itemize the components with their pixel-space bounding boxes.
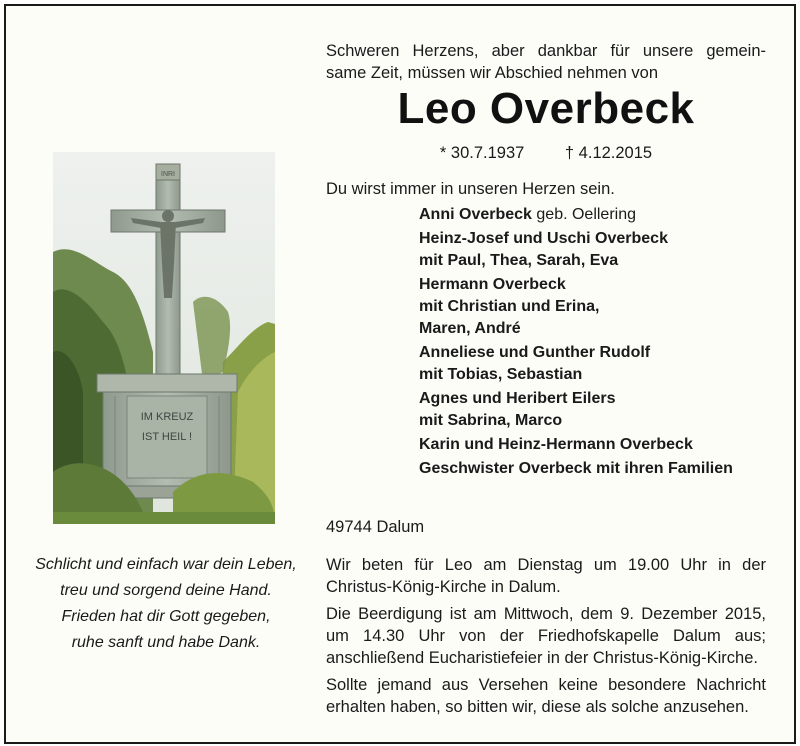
family-group <box>419 228 779 272</box>
family-group <box>419 434 779 456</box>
family-group-anni <box>419 204 779 226</box>
family-line: mit Paul, Thea, Sarah, Eva <box>419 252 619 269</box>
family-list <box>419 204 779 482</box>
family-line: Maren, André <box>419 320 521 337</box>
family-line: Anneliese und Gunther Rudolf <box>419 344 651 361</box>
family-group <box>419 274 779 340</box>
crucifix-photo <box>53 152 275 524</box>
family-line: Geschwister Overbeck mit ihren Familien <box>419 460 733 477</box>
intro-line-2: same Zeit, müssen wir Abschied nehmen von <box>326 64 658 82</box>
family-line: mit Sabrina, Marco <box>419 412 563 429</box>
family-line: mit Tobias, Sebastian <box>419 366 583 383</box>
funeral-info: Die Beerdigung ist am Mittwoch, dem 9. Dezember 2015, um 14.30 Uhr von der Friedhofskapelle Dalum aus; anschließend Eucharistiefeier in der Christus-König-Kirche. <box>326 605 766 667</box>
inri-plaque: INRI <box>161 171 175 178</box>
motto: Du wirst immer in unseren Herzen sein. <box>326 180 615 198</box>
family-group <box>419 458 779 480</box>
deceased-name: Leo Overbeck <box>397 84 695 133</box>
family-line: Karin und Heinz-Hermann Overbeck <box>419 436 693 453</box>
place: 49744 Dalum <box>326 518 425 536</box>
poem-line: ruhe sanft und habe Dank. <box>71 634 261 651</box>
poem <box>30 552 302 656</box>
poem-line: Schlicht und einfach war dein Leben, <box>35 556 297 573</box>
family-group <box>419 342 779 386</box>
service-info <box>326 554 766 723</box>
family-line: Heinz-Josef und Uschi Overbeck <box>419 230 668 247</box>
plinth-line-1: IM KREUZ <box>140 411 194 423</box>
widow-name: Anni Overbeck <box>419 206 532 223</box>
family-line: Hermann Overbeck <box>419 276 566 293</box>
poem-line: treu und sorgend deine Hand. <box>60 582 272 599</box>
family-line: mit Christian und Erina, <box>419 298 600 315</box>
crucifix-illustration <box>53 152 275 524</box>
intro-text <box>326 40 766 84</box>
life-dates <box>326 144 766 163</box>
prayer-info: Wir beten für Leo am Dienstag um 19.00 Uhr in der Christus-König-Kirche in Dalum. <box>326 556 766 596</box>
intro-line-1: Schweren Herzens, aber dankbar für unsere gemein- <box>326 42 766 60</box>
poem-line: Frieden hat dir Gott gegeben, <box>61 608 271 625</box>
death-date: † 4.12.2015 <box>564 144 653 162</box>
plinth-line-2: IST HEIL ! <box>141 431 193 443</box>
family-line: Agnes und Heribert Eilers <box>419 390 616 407</box>
notice-info: Sollte jemand aus Versehen keine besondere Nachricht erhalten haben, so bitten wir, diese als solche anzusehen. <box>326 676 766 716</box>
birth-date: * 30.7.1937 <box>439 144 525 162</box>
widow-maiden-name: geb. Oellering <box>536 206 637 223</box>
family-group <box>419 388 779 432</box>
